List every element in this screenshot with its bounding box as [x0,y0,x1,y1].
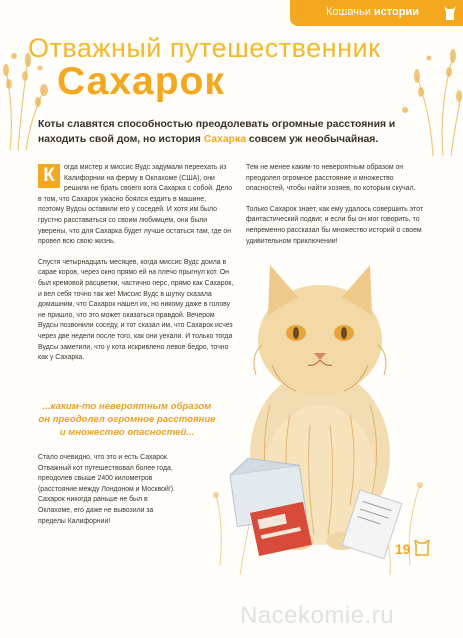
lead-paragraph: Коты славятся способностью преодолевать огромные расстояния и находить свой дом, но история Сахарка совсем уж необычайная. [38,119,396,145]
lead-highlight: Сахарка [203,134,247,145]
article-column-left [38,163,234,374]
headline-line2: Сахарок [57,60,225,103]
drop-cap: К [38,164,60,188]
section-header-tab [290,0,463,26]
cat-silhouette-icon [443,4,457,20]
cat-illustration [210,245,440,585]
paragraph: Тем не менее каким-то невероятным образом он преодолел огромное расстояние и множество опасностей, чтобы найти хозяев, по которым скучал. [246,164,416,193]
page-number: 19 [395,541,411,557]
section-title: Кошачьи истории [326,6,419,18]
paragraph: Только Сахарок знает, как ему удалось совершить этот фантастический подвиг, и если бы он мог говорить, то непременно рассказал бы множество историй о своем удивительном приключении! [246,205,423,245]
article-column-right [246,163,426,257]
article-column-bottom [38,453,178,537]
headline-line1: Отважный путешественник [28,33,381,63]
watermark: Nacekomie.ru [240,602,395,629]
paragraph: К огда мистер и миссис Вудс задумали переехать из Калифорнии на ферму в Оклахоме (США), они решили не брать своего кота Сахарка с собой. Дело в том, что Сахарок ужасно боялся ездить в машине, поэтому Вудсы оставили его у соседей. И хотя им было грустно расставаться со своим любимцем, они были уверены, что для Сахарка будет лучше остаться там, где он провел всю свою жизнь. [38,164,233,246]
paragraph: Стало очевидно, что это и есть Сахарок. Отважный кот путешествовал более года, преодолев свыше 2400 километров (расстояние между Лондоном и Москвой!). Сахарок никогда раньше не был в Оклахоме, его даже не вывозили за пределы Калифорнии! [38,454,175,525]
cat-head-icon [414,540,430,556]
pull-quote: ...каким-то невероятным образом он преодолел огромное расстояние и множество опасностей... [38,401,216,438]
paragraph: Спустя четырнадцать месяцев, когда миссис Вудс доила в сарае коров, через окно прямо ей на плечо прыгнул кот. Он был кремовой расцветки, частично перс, прямо как Сахарок, и вел себя точно так же! Миссис Вудс в шутку сказала домашним, что Сахарок нашел их, но никому даже в голову не пришло, что это может оказаться правдой. Вечером Вудсы позвонили соседу, и тот сказал им, что Сахарок исчез через две недели после того, как они уехали. И только тогда Вудсы заметили, что у кота искривлено левое бедро, точно как у Сахарка. [38,258,234,362]
